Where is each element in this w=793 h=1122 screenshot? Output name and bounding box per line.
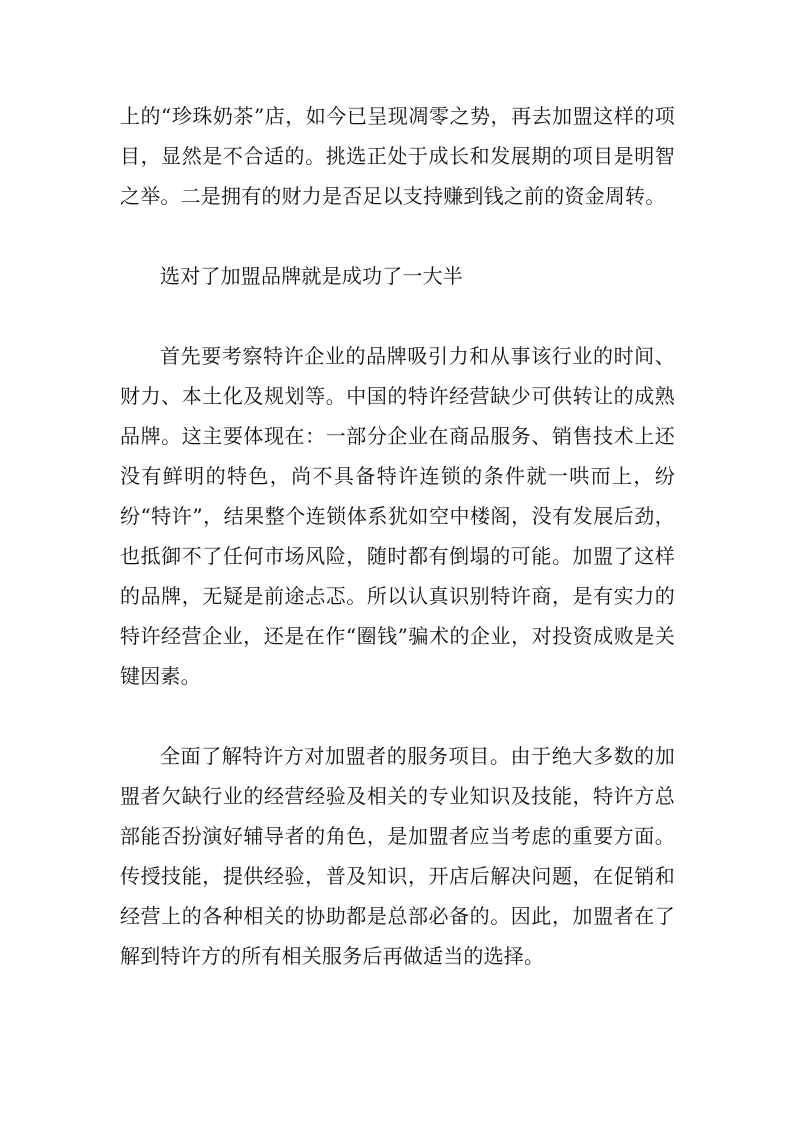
- document-body: [120, 96, 675, 976]
- paragraph-brand-evaluation: 首先要考察特许企业的品牌吸引力和从事该行业的时间、财力、本土化及规划等。中国的特许经营缺少可供转让的成熟品牌。这主要体现在：一部分企业在商品服务、销售技术上还没有鲜明的特色，尚不具备特许连锁的条件就一哄而上，纷纷“特许”，结果整个连锁体系犹如空中楼阁，没有发展后劲，也抵御不了任何市场风险，随时都有倒塌的可能。加盟了这样的品牌，无疑是前途忐忑。所以认真识别特许商，是有实力的特许经营企业，还是在作“圈钱”骗术的企业，对投资成败是关键因素。: [120, 344, 675, 688]
- paragraph-continuation: 上的“珍珠奶茶”店，如今已呈现凋零之势，再去加盟这样的项目，显然是不合适的。挑选正处于成长和发展期的项目是明智之举。二是拥有的财力是否足以支持赚到钱之前的资金周转。: [120, 104, 675, 208]
- paragraph-service-evaluation: 全面了解特许方对加盟者的服务项目。由于绝大多数的加盟者欠缺行业的经营经验及相关的专业知识及技能，特许方总部能否扮演好辅导者的角色，是加盟者应当考虑的重要方面。传授技能，提供经验，普及知识，开店后解决问题，在促销和经营上的各种相关的协助都是总部必备的。因此，加盟者在了解到特许方的所有相关服务后再做适当的选择。: [120, 744, 675, 968]
- section-heading: 选对了加盟品牌就是成功了一大半: [160, 264, 463, 288]
